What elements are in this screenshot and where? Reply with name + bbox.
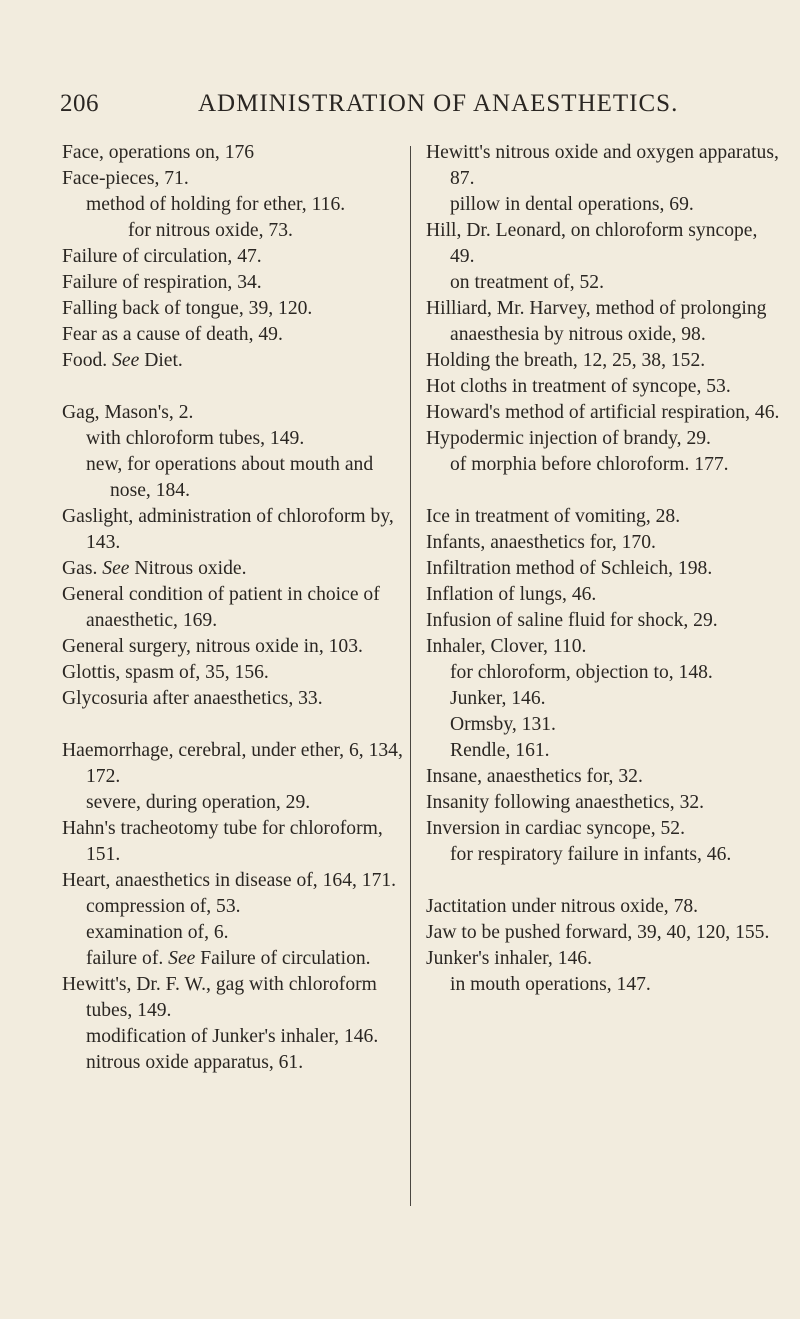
running-title: ADMINISTRATION OF ANAESTHETICS. <box>198 90 679 117</box>
index-entry <box>62 556 417 582</box>
index-entry <box>62 348 417 374</box>
section-gap <box>62 712 417 738</box>
index-entry: Holding the breath, 12, 25, 38, 152. <box>426 350 706 371</box>
index-subentry: Ormsby, 131. <box>450 714 556 735</box>
index-entry: Hewitt's, Dr. F. W., gag with chloroform tubes, 149. <box>62 974 377 1021</box>
index-entry: Howard's method of artificial respiration, 46. <box>426 402 780 423</box>
index-subentry: in mouth operations, 147. <box>450 974 651 995</box>
section-gap <box>62 374 417 400</box>
index-entry: Hypodermic injection of brandy, 29. <box>426 428 711 449</box>
index-entry: Hahn's tracheotomy tube for chloroform, 151. <box>62 818 383 865</box>
index-entry: Jaw to be pushed forward, 39, 40, 120, 155. <box>426 922 770 943</box>
index-subentry: examination of, 6. <box>86 922 229 943</box>
index-entry: Hewitt's nitrous oxide and oxygen apparatus, 87. <box>426 142 779 189</box>
index-entry: Glottis, spasm of, 35, 156. <box>62 662 269 683</box>
index-subentry: for chloroform, objection to, 148. <box>450 662 713 683</box>
index-subentry: Junker, 146. <box>450 688 546 709</box>
index-subentry: for nitrous oxide, 73. <box>128 220 293 241</box>
entry-reference-target: Nitrous oxide. <box>129 558 247 579</box>
entry-text: Gas. <box>62 558 103 579</box>
index-entry: Infants, anaesthetics for, 170. <box>426 532 656 553</box>
page-number: 206 <box>60 90 99 117</box>
index-entry: Face-pieces, 71. <box>62 168 189 189</box>
index-entry: Failure of respiration, 34. <box>62 272 262 293</box>
index-entry: Falling back of tongue, 39, 120. <box>62 298 313 319</box>
index-entry: Face, operations on, 176 <box>62 142 255 163</box>
index-entry: Infusion of saline fluid for shock, 29. <box>426 610 718 631</box>
index-entry: Heart, anaesthetics in disease of, 164, 171. <box>62 870 397 891</box>
section-gap <box>426 478 781 504</box>
index-entry: Gag, Mason's, 2. <box>62 402 194 423</box>
index-subentry: for respiratory failure in infants, 46. <box>450 844 732 865</box>
index-entry: Insanity following anaesthetics, 32. <box>426 792 705 813</box>
index-entry: Jactitation under nitrous oxide, 78. <box>426 896 699 917</box>
index-entry: Insane, anaesthetics for, 32. <box>426 766 643 787</box>
index-subentry: on treatment of, 52. <box>450 272 604 293</box>
index-entry: General condition of patient in choice of anaesthetic, 169. <box>62 584 380 631</box>
index-subentry: nitrous oxide apparatus, 61. <box>86 1052 304 1073</box>
index-subentry: of morphia before chloroform. 177. <box>450 454 729 475</box>
index-entry: Hilliard, Mr. Harvey, method of prolonging anaesthesia by nitrous oxide, 98. <box>426 298 767 345</box>
entry-reference-target: Diet. <box>139 350 183 371</box>
index-subentry: Rendle, 161. <box>450 740 550 761</box>
entry-text: Food. <box>62 350 113 371</box>
index-entry: Haemorrhage, cerebral, under ether, 6, 134, 172. <box>62 740 403 787</box>
index-subentry: modification of Junker's inhaler, 146. <box>86 1026 379 1047</box>
index-entry: Hot cloths in treatment of syncope, 53. <box>426 376 731 397</box>
index-column-left <box>62 140 417 1076</box>
see-reference: See <box>112 350 140 371</box>
index-entry: Inhaler, Clover, 110. <box>426 636 587 657</box>
index-subentry <box>62 946 417 972</box>
entry-reference-target: Failure of circulation. <box>195 948 371 969</box>
index-entry: Infiltration method of Schleich, 198. <box>426 558 713 579</box>
index-entry: Hill, Dr. Leonard, on chloroform syncope, 49. <box>426 220 758 267</box>
index-subentry: with chloroform tubes, 149. <box>86 428 305 449</box>
index-entry: Ice in treatment of vomiting, 28. <box>426 506 681 527</box>
index-subentry: method of holding for ether, 116. <box>86 194 346 215</box>
index-subentry: compression of, 53. <box>86 896 241 917</box>
index-subentry: pillow in dental operations, 69. <box>450 194 694 215</box>
index-entry: General surgery, nitrous oxide in, 103. <box>62 636 363 657</box>
index-entry: Failure of circulation, 47. <box>62 246 262 267</box>
index-entry: Inflation of lungs, 46. <box>426 584 597 605</box>
index-subentry: new, for operations about mouth and nose, 184. <box>86 454 374 501</box>
index-entry: Junker's inhaler, 146. <box>426 948 592 969</box>
section-gap <box>426 868 781 894</box>
index-entry: Glycosuria after anaesthetics, 33. <box>62 688 323 709</box>
index-column-right <box>426 140 781 998</box>
index-subentry: severe, during operation, 29. <box>86 792 311 813</box>
index-entry: Gaslight, administration of chloroform by, 143. <box>62 506 394 553</box>
column-divider <box>410 146 411 1206</box>
index-entry: Inversion in cardiac syncope, 52. <box>426 818 685 839</box>
see-reference: See <box>102 558 130 579</box>
entry-text: failure of. <box>86 948 169 969</box>
index-entry: Fear as a cause of death, 49. <box>62 324 283 345</box>
see-reference: See <box>168 948 196 969</box>
